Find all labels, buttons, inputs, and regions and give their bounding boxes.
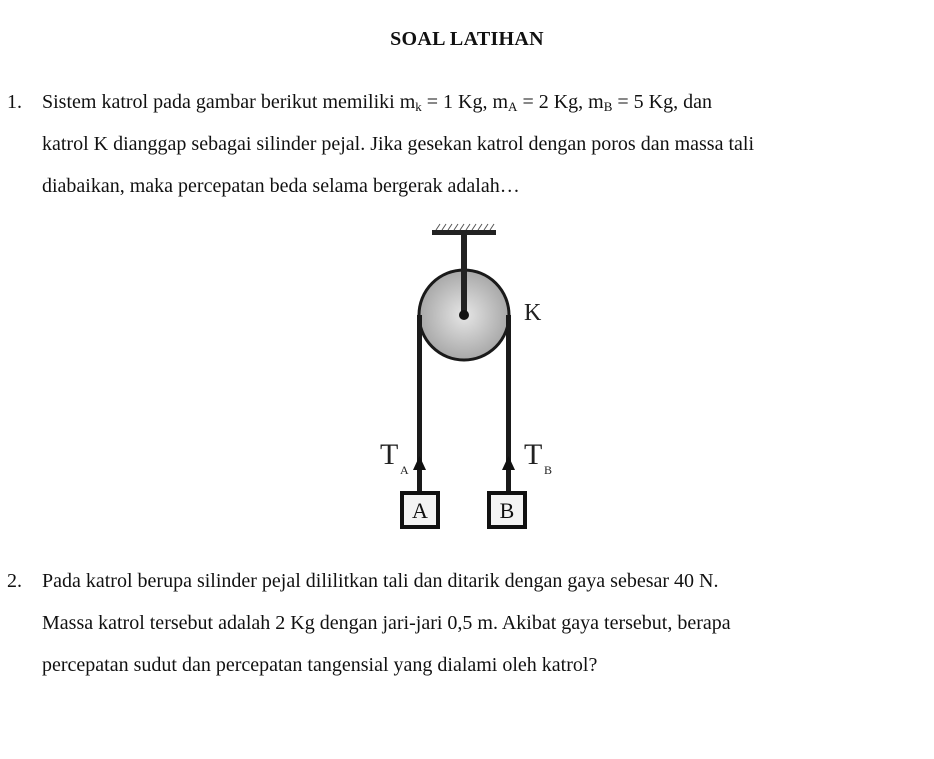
page-title: SOAL LATIHAN (390, 28, 544, 50)
tension-arrow-a (413, 456, 426, 470)
ceiling-bar (432, 230, 496, 235)
question-2-line-3: percepatan sudut dan percepatan tangensial yang dialami oleh katrol? (42, 654, 598, 676)
block-b-label: B (499, 498, 515, 523)
question-2-line-1: Pada katrol berupa silinder pejal dililitkan tali dan ditarik dengan gaya sebesar 40 N. (42, 570, 719, 592)
tension-label-b-sub: B (544, 463, 553, 477)
question-2-number: 2. (7, 570, 22, 592)
pulley-diagram (360, 212, 580, 537)
ceiling-hatch (436, 224, 494, 230)
tension-arrow-b (502, 456, 515, 470)
tension-label-b: T (524, 438, 543, 471)
question-1-line-2: katrol K dianggap sebagai silinder pejal. Jika gesekan katrol dengan poros dan massa tali (42, 133, 755, 155)
tension-label-a: T (380, 438, 399, 471)
question-1-line-3: diabaikan, maka percepatan beda selama bergerak adalah… (42, 175, 520, 197)
question-1-number: 1. (7, 91, 22, 113)
question-1-line-1: Sistem katrol pada gambar berikut memiliki $m_k = 1$ Kg, $m_A = 2$ Kg, $m_B = 5$ Kg, dan (42, 91, 712, 114)
pulley-axle (459, 310, 469, 320)
tension-label-a-sub: A (400, 463, 409, 477)
pulley-hanger-front (461, 262, 467, 315)
question-2-line-2: Massa katrol tersebut adalah 2 Kg dengan jari-jari 0,5 m. Akibat gaya tersebut, berapa (42, 612, 731, 634)
block-a-label: A (412, 498, 428, 523)
pulley-label-k: K (524, 300, 542, 326)
